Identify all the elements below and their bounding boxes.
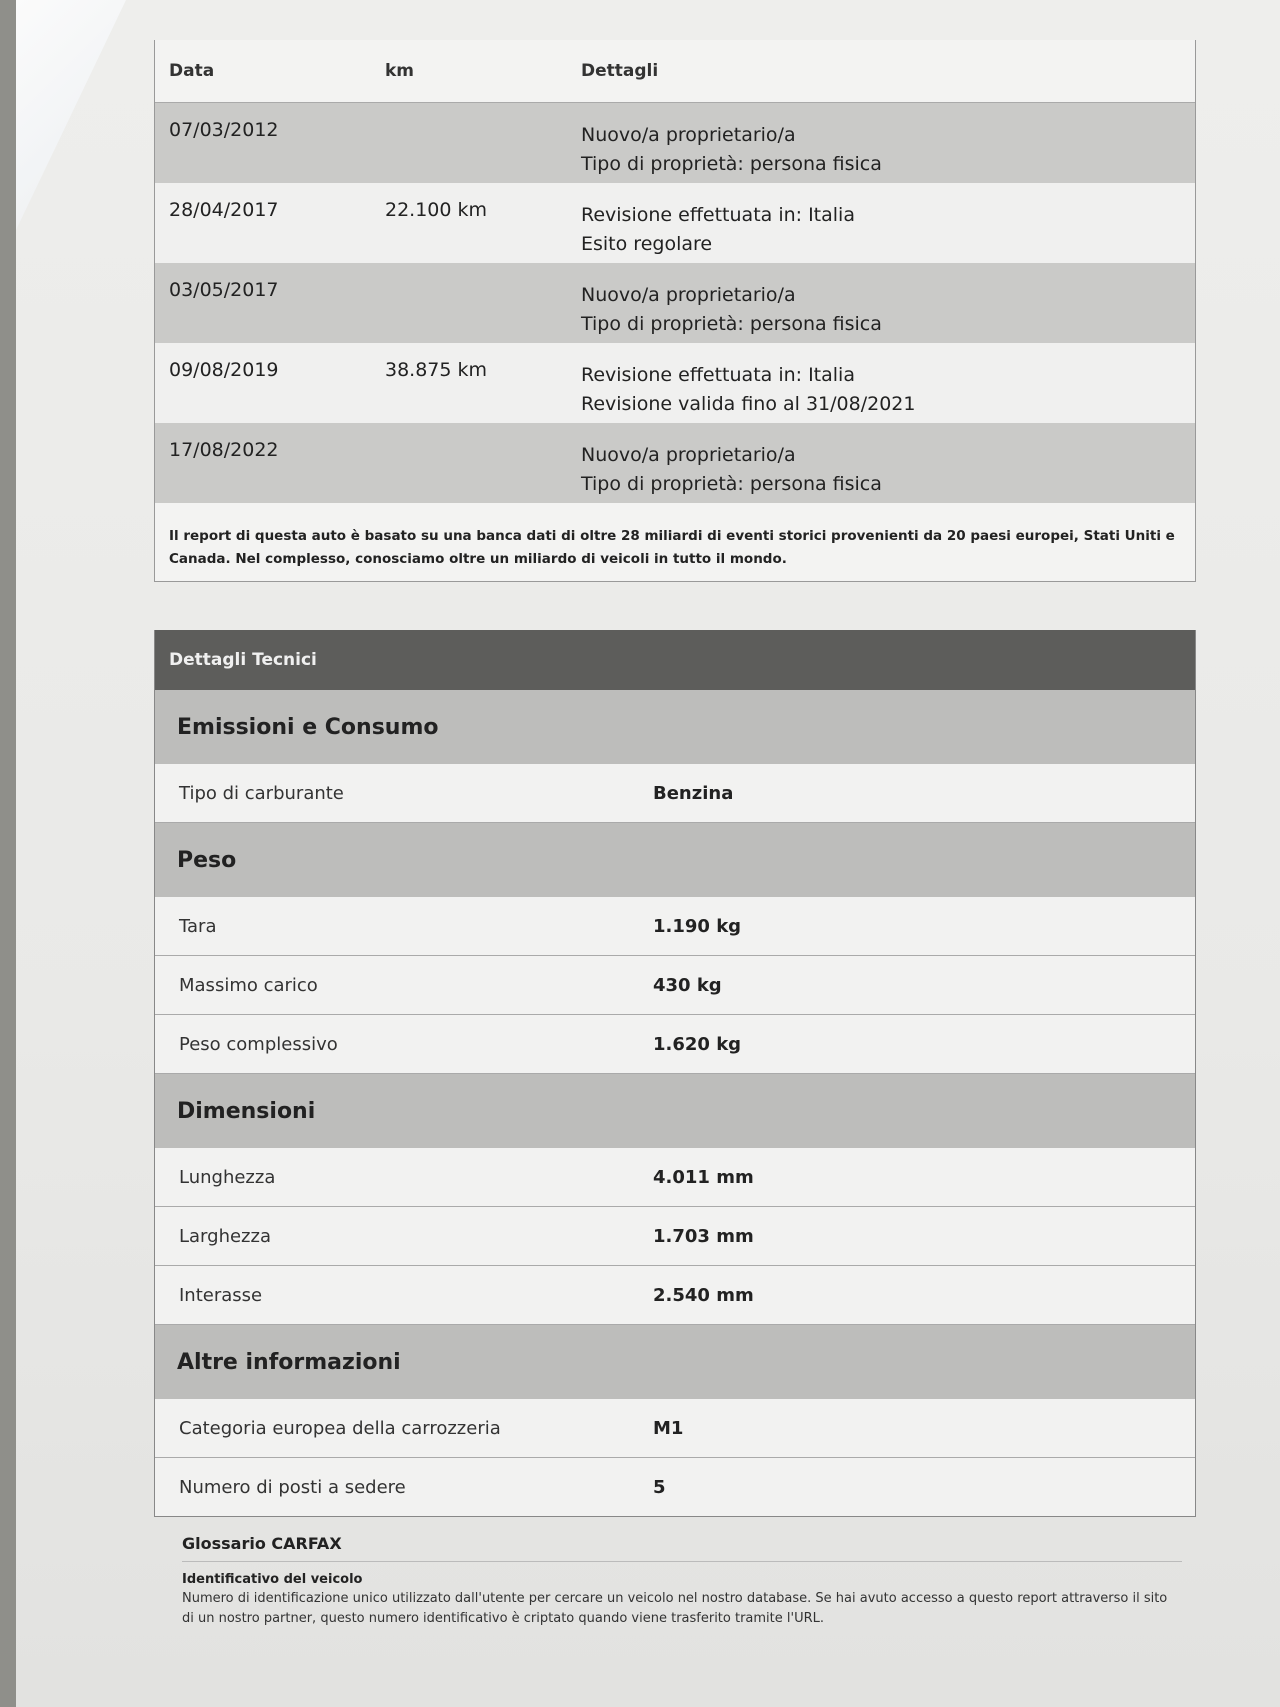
- property-label: Peso complessivo: [179, 1033, 338, 1055]
- row-km: [379, 423, 581, 503]
- glossary: [182, 1534, 1182, 1629]
- property-value: Benzina: [653, 782, 734, 804]
- glossary-title: Glossario CARFAX: [182, 1534, 1182, 1562]
- light-glare: [16, 0, 126, 230]
- property-value: 4.011 mm: [653, 1166, 754, 1188]
- row-details: [581, 263, 1195, 343]
- property-row: [155, 956, 1195, 1015]
- property-label: Massimo carico: [179, 974, 318, 996]
- row-date: 17/08/2022: [169, 439, 279, 461]
- row-km: 22.100 km: [385, 199, 488, 221]
- property-label: Numero di posti a sedere: [179, 1476, 406, 1498]
- row-details-line2: Tipo di proprietà: persona fisica: [581, 473, 882, 495]
- property-label: Larghezza: [179, 1225, 271, 1247]
- property-label: Tara: [179, 915, 217, 937]
- table-row: [155, 423, 1195, 503]
- row-details: [581, 103, 1195, 183]
- column-header-date: Data: [169, 61, 215, 81]
- property-value: 1.620 kg: [653, 1033, 742, 1055]
- section-heading-dimensions: Dimensioni: [155, 1074, 1195, 1148]
- property-value: 1.703 mm: [653, 1225, 754, 1247]
- row-details-line2: Tipo di proprietà: persona fisica: [581, 313, 882, 335]
- row-km: [379, 263, 581, 343]
- row-details: [581, 183, 1195, 263]
- table-row: [155, 343, 1195, 423]
- technical-details-title: Dettagli Tecnici: [155, 630, 1195, 690]
- property-value: 430 kg: [653, 974, 722, 996]
- glossary-definition: Numero di identificazione unico utilizzato dall'utente per cercare un veicolo nel nostro database. Se hai avuto accesso a questo report attraverso il sito di un nostro partner, questo numero identificativo è criptato quando viene trasferito tramite l'URL.: [182, 1591, 1168, 1626]
- property-row: [155, 1207, 1195, 1266]
- property-label: Tipo di carburante: [179, 782, 344, 804]
- section-heading-emissions: Emissioni e Consumo: [155, 690, 1195, 764]
- property-row: [155, 1458, 1195, 1516]
- row-details-line1: Revisione effettuata in: Italia: [581, 204, 855, 226]
- property-row: [155, 1399, 1195, 1458]
- property-value: M1: [653, 1417, 684, 1439]
- table-row: [155, 183, 1195, 263]
- row-details-line2: Esito regolare: [581, 233, 713, 255]
- property-row: [155, 1015, 1195, 1074]
- section-heading-weight: Peso: [155, 823, 1195, 897]
- column-header-km: km: [385, 61, 415, 81]
- row-details: [581, 423, 1195, 503]
- property-row: [155, 1266, 1195, 1325]
- property-value: 1.190 kg: [653, 915, 742, 937]
- row-details-line2: Revisione valida fino al 31/08/2021: [581, 393, 916, 415]
- row-date: 03/05/2017: [169, 279, 279, 301]
- row-km: 38.875 km: [385, 359, 488, 381]
- table-row: [155, 103, 1195, 183]
- property-row: [155, 1148, 1195, 1207]
- paper-sheet: [16, 0, 1280, 1707]
- property-value: 5: [653, 1476, 666, 1498]
- row-details-line1: Nuovo/a proprietario/a: [581, 444, 796, 466]
- section-heading-other: Altre informazioni: [155, 1325, 1195, 1399]
- history-table-header: [155, 40, 1195, 103]
- property-label: Categoria europea della carrozzeria: [179, 1417, 501, 1439]
- row-km: [379, 103, 581, 183]
- technical-details-table: [154, 630, 1196, 1517]
- property-label: Lunghezza: [179, 1166, 276, 1188]
- column-header-details: Dettagli: [581, 61, 659, 81]
- history-rows: [155, 103, 1195, 503]
- row-details: [581, 343, 1195, 423]
- table-row: [155, 263, 1195, 343]
- row-date: 28/04/2017: [169, 199, 279, 221]
- property-row: [155, 764, 1195, 823]
- data-source-disclaimer: Il report di questa auto è basato su una banca dati di oltre 28 miliardi di eventi storici provenienti da 20 paesi europei, Stati Uniti e Canada. Nel complesso, conosciamo oltre un miliardo di veicoli in tutto il mondo.: [169, 528, 1175, 567]
- property-label: Interasse: [179, 1284, 263, 1306]
- row-details-line1: Nuovo/a proprietario/a: [581, 124, 796, 146]
- row-details-line2: Tipo di proprietà: persona fisica: [581, 153, 882, 175]
- row-details-line1: Revisione effettuata in: Italia: [581, 364, 855, 386]
- row-details-line1: Nuovo/a proprietario/a: [581, 284, 796, 306]
- row-date: 09/08/2019: [169, 359, 279, 381]
- property-value: 2.540 mm: [653, 1284, 754, 1306]
- property-row: [155, 897, 1195, 956]
- history-table: [154, 40, 1196, 582]
- row-date: 07/03/2012: [169, 119, 279, 141]
- glossary-term: Identificativo del veicolo: [182, 1572, 363, 1587]
